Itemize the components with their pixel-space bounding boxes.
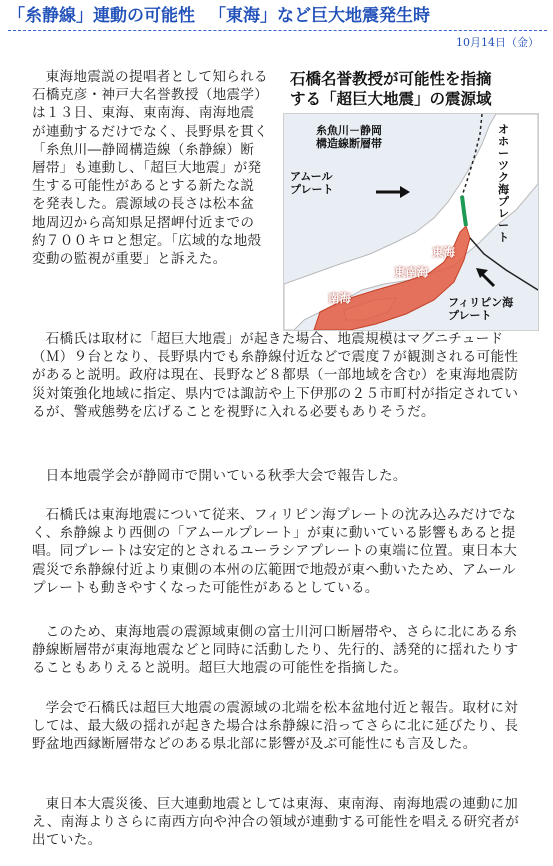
paragraph-5: このため、東海地震の震源域東側の富士川河口断層帯や、さらに北にある糸静線断層帯が東海地震などと同時に活動したり、先行的、誘発的に揺れたりすることもありえると説明。超巨大地震の可能性を指摘した。 (32, 624, 519, 677)
region-label-nankai: 南海 (328, 291, 351, 305)
paragraph-3: 日本地震学会が静岡市で開いている秋季大会で報告した。 (45, 468, 407, 484)
paragraph-1: 東海地震説の提唱者として知られる石橋克彦・神戸大名誉教授（地震学）は１３日、東海、東南海、南海地震が連動するだけでなく、長野県を貫く「糸魚川―静岡構造線（糸静線）断層帯」も連動し、「超巨大地震」が発生する可能性があるとする新たな説を発表した。震源域の長さは松本盆地周辺から高知県足摺岬付近までの約７００キロと想定。「広域的な地殻変動の監視が重要」と訴えた。 (32, 69, 268, 268)
map-figure (283, 69, 537, 330)
article-date: 10月14日（金） (456, 36, 539, 49)
trench-line (470, 238, 538, 290)
amur-plate-label: アムール プレート (290, 170, 334, 196)
paragraph-2: 石橋氏は取材に「超巨大地震」が起きた場合、地震規模はマグニチュード（Ｍ）９台となり、長野県内でも糸静線付近などで震度７が観測される可能性があると説明。政府は現在、長野など８都県（一部地域を含む）を東海地震防災対策強化地域に指定、県内では諏訪や上下伊那の２５市町村が指定されているが、警戒態勢を広げることを視野に入れる必要もありそうだ。 (32, 331, 519, 420)
map-panel (283, 113, 539, 331)
region-label-tonankai: 東南海 (394, 265, 429, 279)
fault-label: 糸魚川－静岡 構造線断層帯 (316, 124, 382, 150)
paragraph-4: 石橋氏は東海地震について従来、フィリピン海プレートの沈み込みだけでなく、糸静線より西側の「アムールプレート」が東に動いている影響もあると提唱。同プレートは安定的とされるユーラシアプレートの東端に位置。東日本大震災で糸静線付近より東側の本州の広範囲で地殻が東へ動いたため、アムールプレートも動きやすくなった可能性があるとしている。 (32, 507, 518, 596)
headline-part-2: 「東海」など巨大地震発生時 (209, 6, 430, 26)
philippine-arrow (482, 274, 494, 286)
okhotsk-plate-label: オホーツク海 プレート (498, 123, 509, 244)
map-title-line-1: 石橋名誉教授が可能性を指摘 (290, 70, 492, 88)
map-title-line-2: する「超巨大地震」の震源域 (290, 90, 492, 108)
paragraph-7: 東日本大震災後、巨大連動地震としては東海、東南海、南海地震の連動に加え、南海よりさらに南西方向や沖合の領域が連動する可能性を唱える研究者が出ていた。 (32, 796, 520, 849)
region-label-tokai: 東海 (432, 245, 455, 259)
map-title (290, 69, 492, 109)
headline (8, 3, 547, 31)
paragraph-6: 学会で石橋氏は超巨大地震の震源域の北端を松本盆地付近と報告。取材に対しては、最大級の揺れが起きた場合は糸静線に沿ってさらに北に延びたり、長野盆地西縁断層帯などのある県北部に影響が及ぶ可能性にも言及した。 (32, 700, 519, 753)
philippine-plate-label: フィリピン海 プレート (448, 296, 514, 322)
headline-part-1: 「糸静線」連動の可能性 (8, 6, 195, 26)
